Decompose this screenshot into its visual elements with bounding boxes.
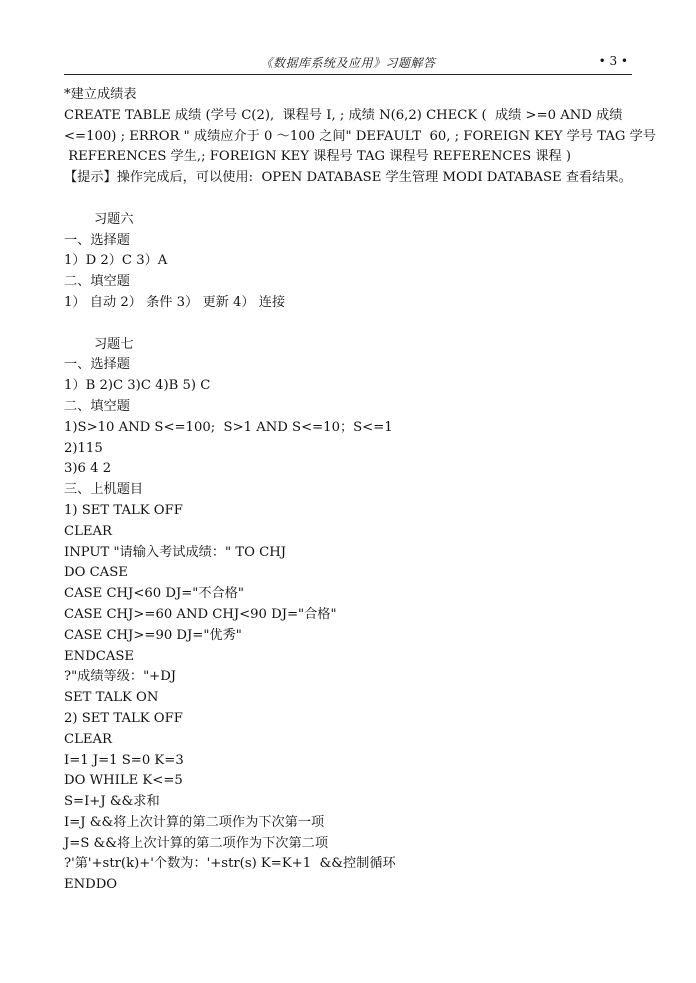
hint-line: 【提示】操作完成后，可以使用: OPEN DATABASE 学生管理 MODI DATABASE 查看结果。 bbox=[64, 170, 632, 186]
code-line: S=I+J &&求和 bbox=[64, 794, 160, 810]
code-line: I=J &&将上次计算的第二项作为下次第一项 bbox=[64, 814, 325, 830]
code-line: 2) SET TALK OFF bbox=[64, 710, 183, 726]
page-number: • 3 • bbox=[598, 54, 628, 68]
answer-line: 1） 自动 2） 条件 3） 更新 4） 连接 bbox=[64, 294, 286, 310]
subsection-heading: 三、上机题目 bbox=[64, 482, 144, 498]
code-line: DO WHILE K<=5 bbox=[64, 773, 183, 789]
code-line: ENDCASE bbox=[64, 648, 135, 664]
subsection-heading: 一、选择题 bbox=[64, 232, 130, 248]
section-heading: 习题七 bbox=[94, 336, 134, 352]
text-line: CREATE TABLE 成绩 (学号 C(2), 课程号 I, ; 成绩 N(6,2) CHECK ( 成绩 >=0 AND 成绩 bbox=[64, 107, 623, 123]
answer-line: 1）D 2）C 3）A bbox=[64, 253, 168, 269]
answer-line: 2)115 bbox=[64, 440, 103, 456]
code-line: ?"成绩等级："+DJ bbox=[64, 669, 177, 685]
page-header bbox=[64, 54, 632, 75]
subsection-heading: 二、填空题 bbox=[64, 274, 130, 290]
subsection-heading: 二、填空题 bbox=[64, 398, 130, 414]
blank-line bbox=[64, 189, 636, 210]
code-line: CASE CHJ<60 DJ="不合格" bbox=[64, 586, 244, 602]
code-line: CASE CHJ>=60 AND CHJ<90 DJ="合格" bbox=[64, 606, 337, 622]
text-line: *建立成绩表 bbox=[64, 87, 137, 102]
blank-line bbox=[64, 314, 636, 335]
code-line: DO CASE bbox=[64, 565, 128, 581]
answer-line: 1)S>10 AND S<=100; S>1 AND S<=10；S<=1 bbox=[64, 419, 393, 435]
document-body bbox=[64, 85, 656, 896]
subsection-heading: 一、选择题 bbox=[64, 357, 130, 373]
code-line: J=S &&将上次计算的第二项作为下次第二项 bbox=[64, 835, 329, 851]
code-line: I=1 J=1 S=0 K=3 bbox=[64, 752, 184, 768]
code-line: CLEAR bbox=[64, 731, 112, 747]
text-line: REFERENCES 学生,; FOREIGN KEY 课程号 TAG 课程号 REFERENCES 课程 ) bbox=[64, 149, 572, 165]
code-line: INPUT "请输入考试成绩：" TO CHJ bbox=[64, 544, 286, 560]
code-line: SET TALK ON bbox=[64, 690, 159, 706]
answer-line: 1）B 2)C 3)C 4)B 5) C bbox=[64, 378, 211, 394]
text-line: <=100) ; ERROR " 成绩应介于 0 ～100 之间" DEFAULT 60, ; FOREIGN KEY 学号 TAG 学号 bbox=[64, 128, 656, 144]
answer-line: 3)6 4 2 bbox=[64, 461, 112, 477]
section-heading: 习题六 bbox=[94, 211, 134, 227]
book-title: 《数据库系统及应用》习题解答 bbox=[260, 56, 436, 70]
code-line: ENDDO bbox=[64, 877, 118, 893]
code-line: CASE CHJ>=90 DJ="优秀" bbox=[64, 627, 242, 643]
code-line: CLEAR bbox=[64, 523, 112, 539]
code-line: ?'第'+str(k)+'个数为：'+str(s) K=K+1 &&控制循环 bbox=[64, 856, 396, 872]
code-line: 1) SET TALK OFF bbox=[64, 502, 183, 518]
